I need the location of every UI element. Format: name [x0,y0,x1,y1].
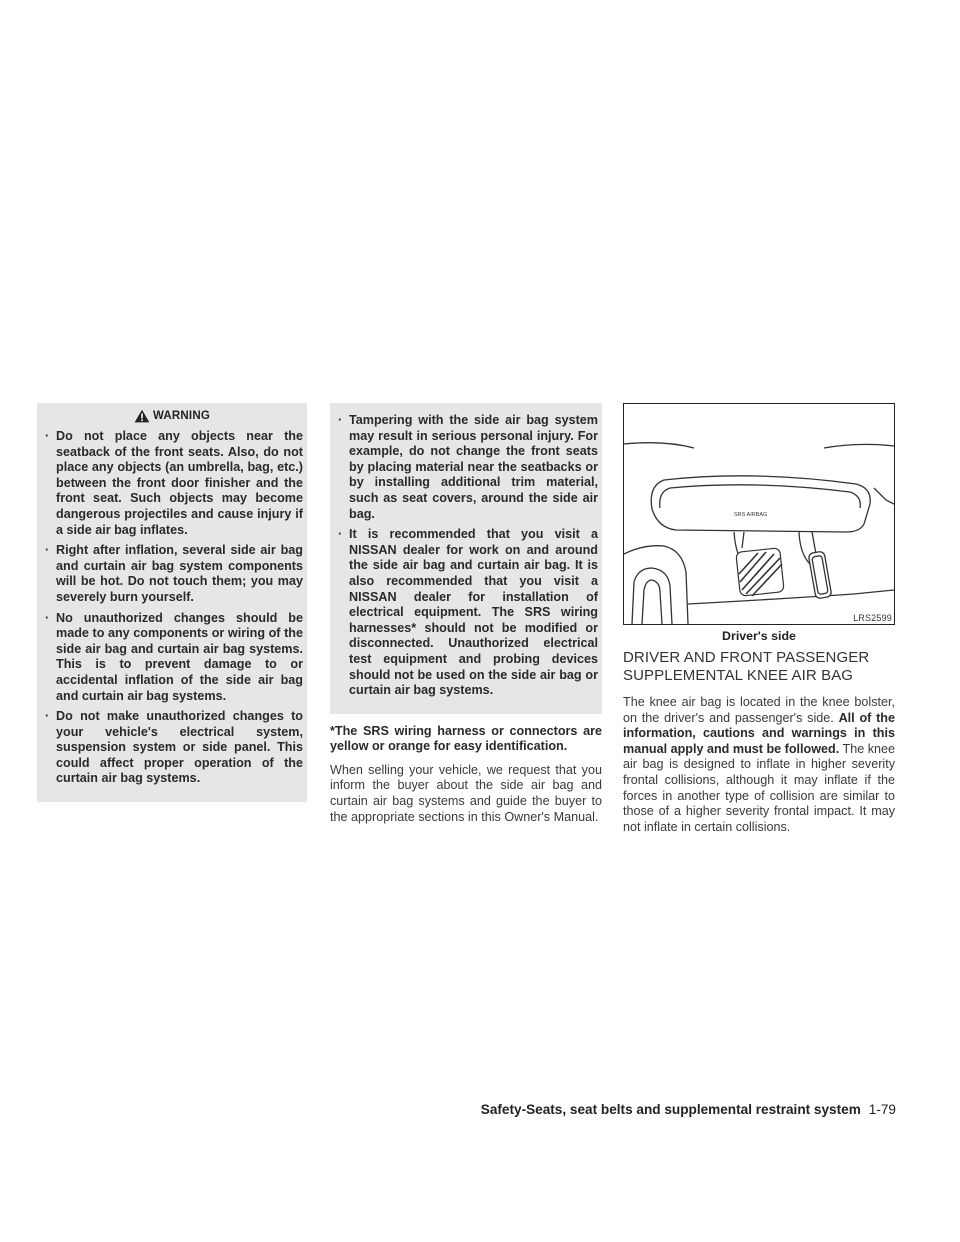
knee-airbag-paragraph: The knee air bag is located in the knee bolster, on the driver's and passenger's side. All of the information, cautions and warnings in this manual apply and must be followed. The knee air bag is designed to inflate in higher severity frontal collisions, although it may inflate if the forces in another type of collision are similar to those of a higher severity frontal impact. It may not inflate in certain collisions. [623,695,896,834]
bullet-icon: · [45,610,50,625]
bullet-icon: · [45,709,50,724]
bullet-icon: · [338,527,343,542]
warning-list-1 [37,429,307,787]
footer-section-title: Safety-Seats, seat belts and supplemental restraint system [480,1102,861,1117]
driver-footwell-drawing [624,404,894,624]
srs-wiring-note: *The SRS wiring harness or connectors are yellow or orange for easy identification. [330,723,602,754]
bullet-icon: · [338,413,343,427]
warning-item: · Tampering with the side air bag system may result in serious personal injury. For example, do not change the front seats by placing material near the seatbacks or by installing additional trim material, such as seat covers, around the side air bag. [338,413,598,521]
warning-column-1 [37,403,307,802]
section-title: DRIVER AND FRONT PASSENGER SUPPLEMENTAL KNEE AIR BAG [623,649,870,684]
figure-code: LRS2599 [853,613,892,623]
page-footer [420,1102,896,1117]
warning-list-2 [330,405,602,699]
srs-airbag-label: SRS AIRBAG [734,512,768,518]
bullet-icon: · [45,543,50,558]
warning-box [37,403,307,802]
warning-item: · Do not place any objects near the seatback of the front seats. Also, do not place any objects (an umbrella, bag, etc.) between the front door finisher and the front seat. Such objects may become dangerous projectiles and cause injury if a side air bag inflates. [45,429,303,537]
figure-caption: Driver's side [722,629,796,643]
warning-item: · It is recommended that you visit a NISSAN dealer for work on and around the side air bag and curtain air bag. It is also recommended that you visit a NISSAN dealer for installation of electrical equipment. The SRS wiring harnesses* should not be modified or disconnected. Unauthorized electrical test equipment and probing devices should not be used on the side air bag or curtain air bag systems. [338,527,598,698]
bullet-icon: · [45,429,50,443]
selling-vehicle-paragraph: When selling your vehicle, we request that you inform the buyer about the side air bag and curtain air bag systems and guide the buyer to the appropriate sections in this Owner's Manual. [330,762,602,824]
warning-box-continued [330,403,602,714]
knee-airbag-illustration [623,403,895,625]
content-column-3 [623,403,895,835]
content-column-2 [330,403,602,825]
warning-header [37,403,307,429]
warning-item: · Right after inflation, several side air bag and curtain air bag system components will be hot. Do not touch them; you may severely burn yourself. [45,543,303,604]
warning-item: · Do not make unauthorized changes to your vehicle's electrical system, suspension system or side panel. This could affect proper operation of the curtain air bag systems. [45,709,303,786]
warning-item: · No unauthorized changes should be made to any components or wiring of the side air bag and curtain air bag systems. This is to prevent damage to or accidental inflation of the side air bag and curtain air bag systems. [45,610,303,703]
warning-triangle-icon [134,409,150,423]
page-number: 1-79 [868,1102,896,1117]
warning-heading: WARNING [153,410,210,422]
